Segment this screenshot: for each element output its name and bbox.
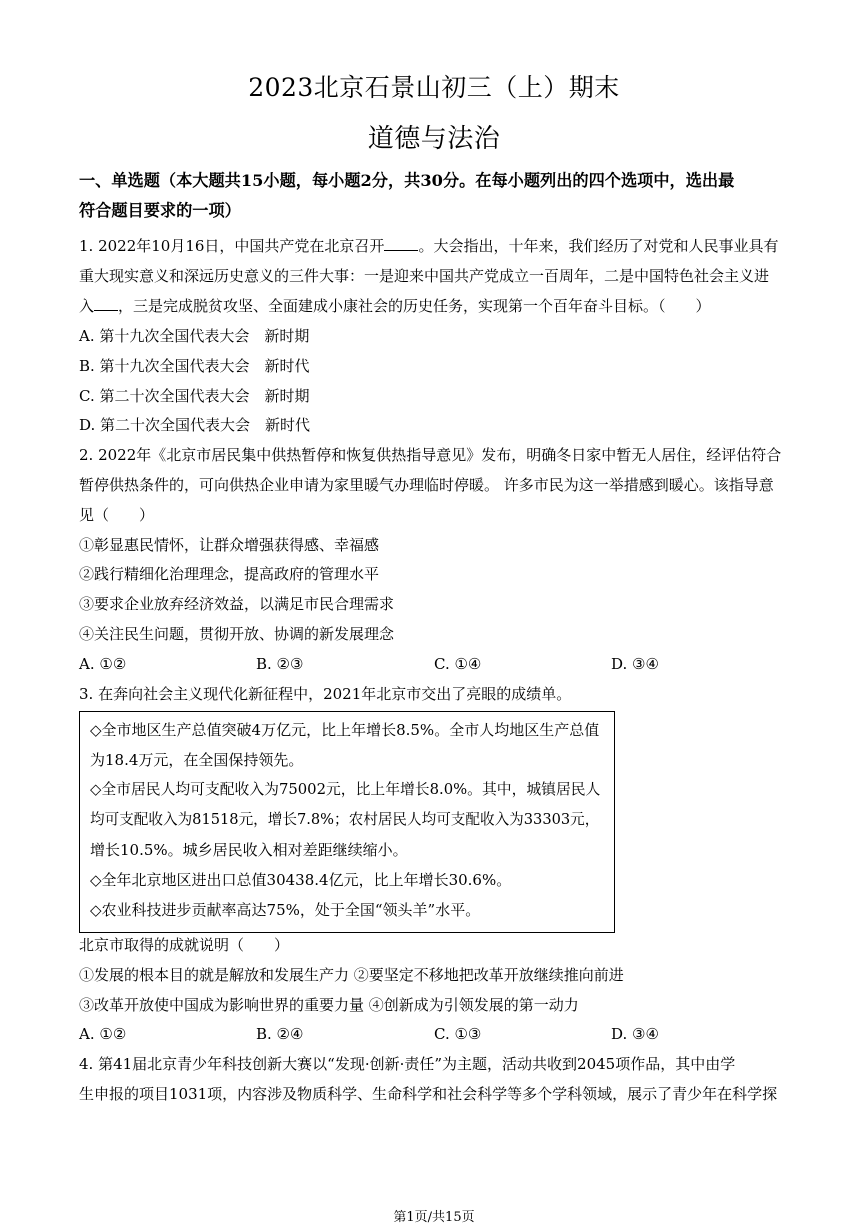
q2-item-2: ②践行精细化治理理念，提高政府的管理水平 bbox=[79, 565, 380, 583]
q3-box-line-4: 均可支配收入为81518元，增长7.8%；农村居民人均可支配收入为33303元， bbox=[90, 811, 600, 828]
q2-option-c: C. ①④ bbox=[434, 655, 482, 673]
q2-item-4: ④关注民生问题，贯彻开放、协调的新发展理念 bbox=[79, 625, 395, 643]
section-heading-line-1: 一、单选题（本大题共15小题，每小题2分，共30分。在每小题列出的四个选项中，选出最 bbox=[79, 171, 735, 190]
q3-options bbox=[79, 1024, 792, 1044]
q3-box-line-7: ◇农业科技进步贡献率高达75%，处于全国“领头羊”水平。 bbox=[90, 901, 481, 919]
q1-option-d: D. 第二十次全国代表大会 新时代 bbox=[79, 416, 311, 434]
q3-data-box bbox=[79, 711, 615, 933]
q3-option-d: D. ③④ bbox=[611, 1025, 659, 1043]
q3-item-line-2: ③改革开放使中国成为影响世界的重要力量 ④创新成为引领发展的第一动力 bbox=[79, 996, 579, 1014]
q3-ask: 北京市取得的成就说明（ ） bbox=[79, 936, 290, 954]
section-heading-line-2: 符合题目要求的一项） bbox=[79, 201, 241, 220]
q3-stem: 3. 在奔向社会主义现代化新征程中，2021年北京市交出了亮眼的成绩单。 bbox=[79, 685, 572, 703]
q3-box-line-5: 增长10.5%。城乡居民收入相对差距继续缩小。 bbox=[90, 841, 408, 859]
q2-item-3: ③要求企业放弃经济效益，以满足市民合理需求 bbox=[79, 595, 395, 613]
q1-line-3a: 入 bbox=[79, 297, 95, 315]
q1-option-a: A. 第十九次全国代表大会 新时期 bbox=[79, 327, 310, 345]
q2-option-b: B. ②③ bbox=[256, 655, 304, 673]
q2-option-d: D. ③④ bbox=[611, 655, 659, 673]
q2-line-1: 2. 2022年《北京市居民集中供热暂停和恢复供热指导意见》发布，明确冬日家中暂无人居住，经评估符合 bbox=[79, 446, 782, 464]
q1-line-3b: ，三是完成脱贫攻坚、全面建成小康社会的历史任务，实现第一个百年奋斗目标。（ ） bbox=[118, 297, 711, 315]
q2-options bbox=[79, 654, 792, 674]
q1-line-2: 重大现实意义和深远历史意义的三件大事：一是迎来中国共产党成立一百周年，二是中国特色社会主义进 bbox=[79, 267, 770, 285]
q2-option-a: A. ①② bbox=[79, 655, 127, 673]
q3-item-line-1: ①发展的根本目的就是解放和发展生产力 ②要坚定不移地把改革开放继续推向前进 bbox=[79, 966, 624, 984]
q3-option-c: C. ①③ bbox=[434, 1025, 482, 1043]
q4-line-2: 生申报的项目1031项，内容涉及物质科学、生命科学和社会科学等多个学科领域，展示了青少年在科学探 bbox=[79, 1085, 778, 1103]
q2-line-2: 暂停供热条件的，可向供热企业申请为家里暖气办理临时停暖。 许多市民为这一举措感到暖心。该指导意 bbox=[79, 476, 774, 494]
page-footer: 第1页/共15页 bbox=[393, 1210, 475, 1225]
q1-option-c: C. 第二十次全国代表大会 新时期 bbox=[79, 387, 310, 405]
answer-blank bbox=[384, 236, 418, 251]
q3-box-line-6: ◇全年北京地区进出口总值30438.4亿元，比上年增长30.6%。 bbox=[90, 871, 512, 889]
q1-line-1b: 。大会指出，十年来，我们经历了对党和人民事业具有 bbox=[418, 237, 779, 255]
q3-box-line-3: ◇全市居民人均可支配收入为75002元，比上年增长8.0%。其中，城镇居民人 bbox=[90, 781, 601, 798]
q2-line-3: 见（ ） bbox=[79, 506, 155, 524]
exam-title: 2023北京石景山初三（上）期末 bbox=[248, 73, 620, 102]
subject-title: 道德与法治 bbox=[367, 124, 501, 154]
q1-line-1a: 1. 2022年10月16日，中国共产党在北京召开 bbox=[79, 237, 385, 255]
q1-line-3 bbox=[79, 296, 711, 316]
q1-line-1 bbox=[79, 236, 778, 256]
q3-box-line-2: 为18.4万元，在全国保持领先。 bbox=[90, 751, 304, 769]
q1-option-b: B. 第十九次全国代表大会 新时代 bbox=[79, 357, 310, 375]
q3-option-a: A. ①② bbox=[79, 1025, 127, 1043]
q4-line-1: 4. 第41届北京青少年科技创新大赛以“发现·创新·责任”为主题，活动共收到2045项作品，其中由学 bbox=[79, 1055, 736, 1073]
q2-item-1: ①彰显惠民情怀，让群众增强获得感、幸福感 bbox=[79, 536, 380, 554]
q3-option-b: B. ②④ bbox=[256, 1025, 304, 1043]
answer-blank bbox=[94, 296, 118, 311]
q3-box-line-1: ◇全市地区生产总值突破4万亿元，比上年增长8.5%。全市人均地区生产总值 bbox=[90, 721, 600, 739]
